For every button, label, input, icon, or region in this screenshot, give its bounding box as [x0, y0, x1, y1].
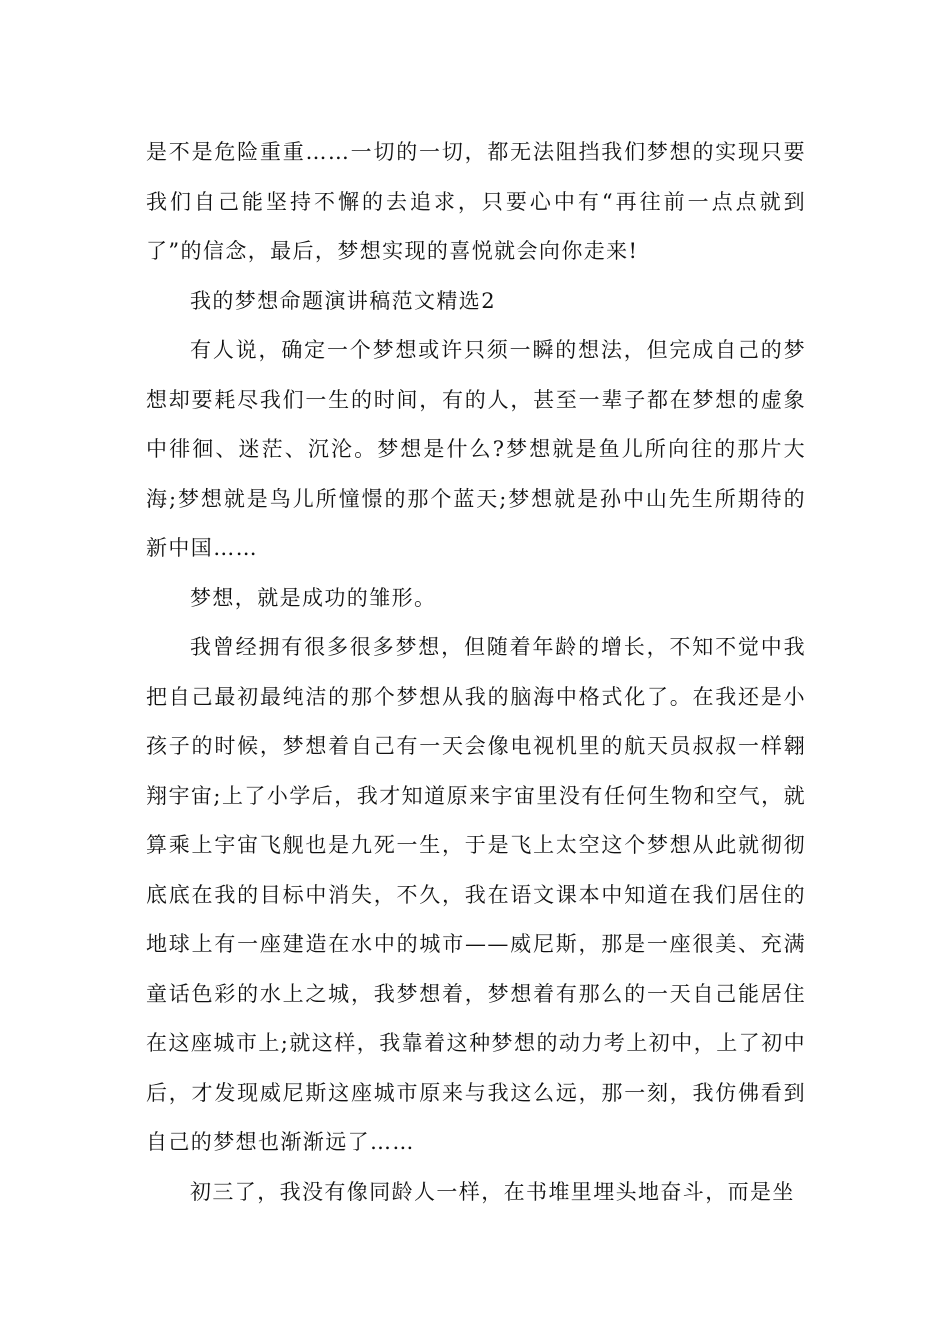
paragraph: 有人说，确定一个梦想或许只须一瞬的想法，但完成自己的梦想却要耗尽我们一生的时间，有的人，甚至一辈子都在梦想的虚象中徘徊、迷茫、沉沦。梦想是什么?梦想就是鱼儿所向往的那片大海;梦想就是鸟儿所憧憬的那个蓝天;梦想就是孙中山先生所期待的新中国……: [146, 338, 806, 560]
paragraph: 初三了，我没有像同龄人一样，在书堆里埋头地奋斗，而是坐: [190, 1179, 795, 1204]
paragraph: 梦想，就是成功的雏形。: [190, 585, 437, 610]
paragraph: 我曾经拥有很多很多梦想，但随着年龄的增长，不知不觉中我把自己最初最纯洁的那个梦想从我的脑海中格式化了。在我还是小孩子的时候，梦想着自己有一天会像电视机里的航天员叔叔一样翱翔宇宙;上了小学后，我才知道原来宇宙里没有任何生物和空气，就算乘上宇宙飞舰也是九死一生，于是飞上太空这个梦想从此就彻彻底底在我的目标中消失，不久，我在语文课本中知道在我们居住的地球上有一座建造在水中的城市——威尼斯，那是一座很美、充满童话色彩的水上之城，我梦想着，梦想着有那么的一天自己能居住在这座城市上;就这样，我靠着这种梦想的动力考上初中，上了初中后，才发现威尼斯这座城市原来与我这么远，那一刻，我仿佛看到自己的梦想也渐渐远了……: [146, 635, 806, 1154]
paragraph-continuation: 是不是危险重重……一切的一切，都无法阻挡我们梦想的实现只要我们自己能坚持不懈的去追求，只要心中有“再往前一点点就到了”的信念，最后，梦想实现的喜悦就会向你走来!: [146, 140, 806, 263]
document-body: [146, 128, 806, 1217]
section-heading: 我的梦想命题演讲稿范文精选2: [190, 288, 496, 313]
